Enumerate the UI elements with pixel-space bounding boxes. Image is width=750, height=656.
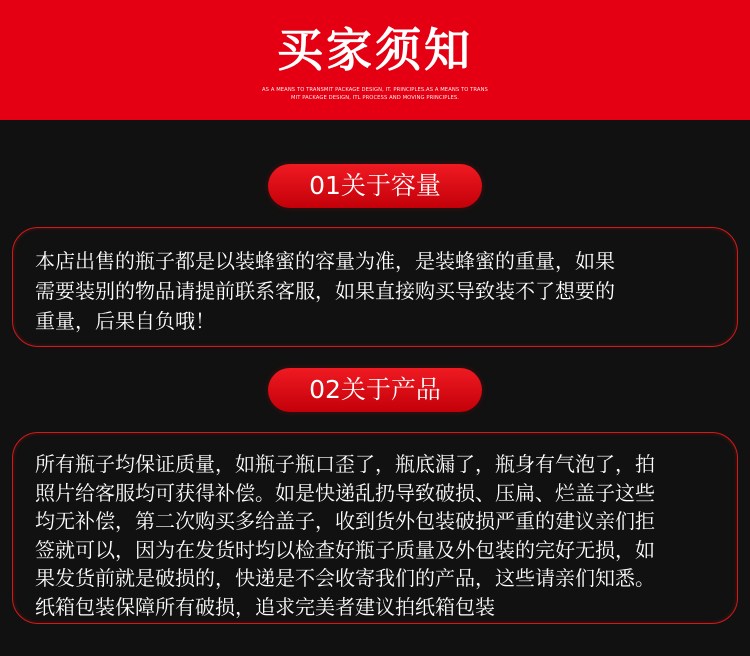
section-heading-capacity: 01关于容量: [268, 164, 482, 208]
header-subtitle-line-2: MIT PACKAGE DESIGN, ITL PROCESS AND MOVING PRINCIPLES.: [291, 95, 459, 101]
page-title: 买家须知: [277, 23, 473, 77]
notice-box-capacity: [12, 227, 738, 347]
notice-text-capacity: 本店出售的瓶子都是以装蜂蜜的容量为准，是装蜂蜜的重量，如果 需要装别的物品请提前联系客服，如果直接购买导致装不了想要的 重量，后果自负哦！: [35, 249, 615, 333]
header-banner: [0, 0, 750, 120]
notice-text-product: 所有瓶子均保证质量，如瓶子瓶口歪了，瓶底漏了，瓶身有气泡了，拍 照片给客服均可获得补偿。如是快递乱扔导致破损、压扁、烂盖子这些 均无补偿，第二次购买多给盖子，收到货外包装破损严重的建议亲们拒 签就可以，因为在发货时均以检查好瓶子质量及外包装的完好无损，如 果发货前就是破损的，快递是不会收寄我们的产品，这些请亲们知悉。 纸箱包装保障所有破损，追求完美者建议拍纸箱包装: [35, 452, 655, 619]
notice-box-product: [12, 432, 738, 624]
section-heading-product: 02关于产品: [268, 368, 482, 412]
header-subtitle-line-1: AS A MEANS TO TRANSMIT PACKAGE DESIGN, IT. PRINCIPLES.AS A MEANS TO TRANS: [262, 87, 488, 93]
